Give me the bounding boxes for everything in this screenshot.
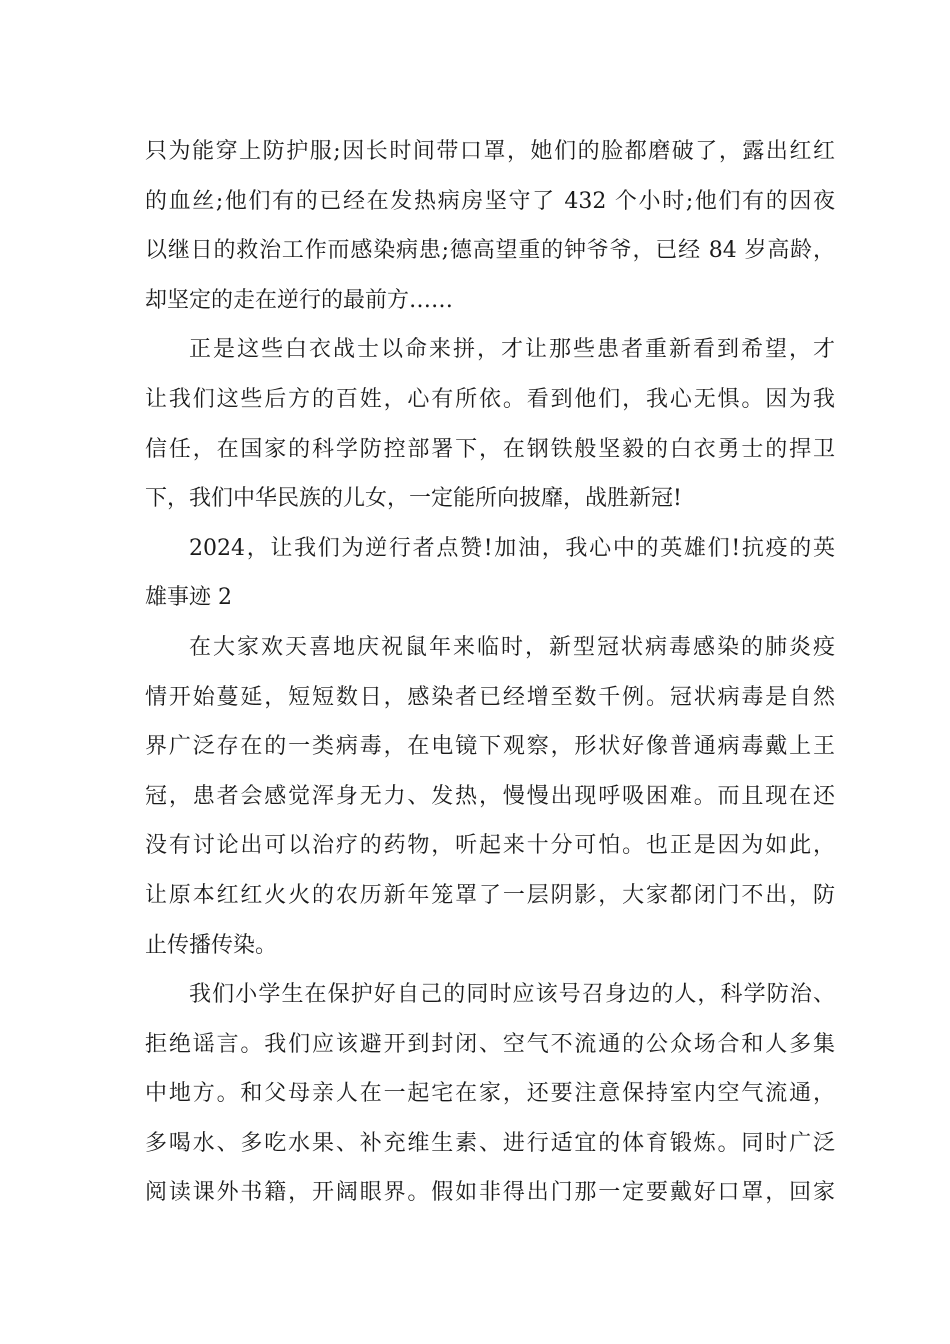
text-line: 拒绝谣言。我们应该避开到封闭、空气不流通的公众场合和人多集 (145, 1031, 835, 1057)
text-line: 让我们这些后方的百姓，心有所依。看到他们，我心无惧。因为我 (145, 386, 835, 412)
text-line: 让原本红红火火的农历新年笼罩了一层阴影，大家都闭门不出，防 (145, 882, 835, 908)
text-line: 没有讨论出可以治疗的药物，听起来十分可怕。也正是因为如此， (145, 833, 835, 859)
text-line: 冠，患者会感觉浑身无力、发热，慢慢出现呼吸困难。而且现在还 (145, 783, 835, 809)
text-line: 中地方。和父母亲人在一起宅在家，还要注意保持室内空气流通， (145, 1081, 835, 1107)
text-line: 阅读课外书籍，开阔眼界。假如非得出门那一定要戴好口罩，回家 (145, 1180, 835, 1206)
text-line: 多喝水、多吃水果、补充维生素、进行适宜的体育锻炼。同时广泛 (145, 1130, 835, 1156)
text-line: 下，我们中华民族的儿女，一定能所向披靡，战胜新冠! (145, 486, 682, 512)
text-line: 的血丝;他们有的已经在发热病房坚守了 432 个小时;他们有的因夜 (145, 188, 835, 214)
text-line: 界广泛存在的一类病毒，在电镜下观察，形状好像普通病毒戴上王 (145, 734, 835, 760)
text-line: 情开始蔓延，短短数日，感染者已经增至数千例。冠状病毒是自然 (145, 684, 835, 710)
text-line: 信任，在国家的科学防控部署下，在钢铁般坚毅的白衣勇士的捍卫 (145, 436, 835, 462)
text-line: 却坚定的走在逆行的最前方…… (145, 287, 454, 313)
document-body (145, 127, 835, 1218)
text-line: 只为能穿上防护服;因长时间带口罩，她们的脸都磨破了，露出红红 (145, 139, 835, 164)
paragraph-start-line: 我们小学生在保护好自己的同时应该号召身边的人，科学防治、 (189, 982, 835, 1008)
text-line: 止传播传染。 (145, 932, 278, 958)
section-heading-line: 雄事迹 2 (145, 585, 232, 611)
paragraph-start-line: 正是这些白衣战士以命来拼，才让那些患者重新看到希望，才 (189, 337, 835, 363)
paragraph-start-line: 2024，让我们为逆行者点赞!加油，我心中的英雄们!抗疫的英 (189, 535, 835, 561)
paragraph-start-line: 在大家欢天喜地庆祝鼠年来临时，新型冠状病毒感染的肺炎疫 (189, 634, 835, 660)
text-line: 以继日的救治工作而感染病患;德高望重的钟爷爷，已经 84 岁高龄， (145, 238, 835, 264)
